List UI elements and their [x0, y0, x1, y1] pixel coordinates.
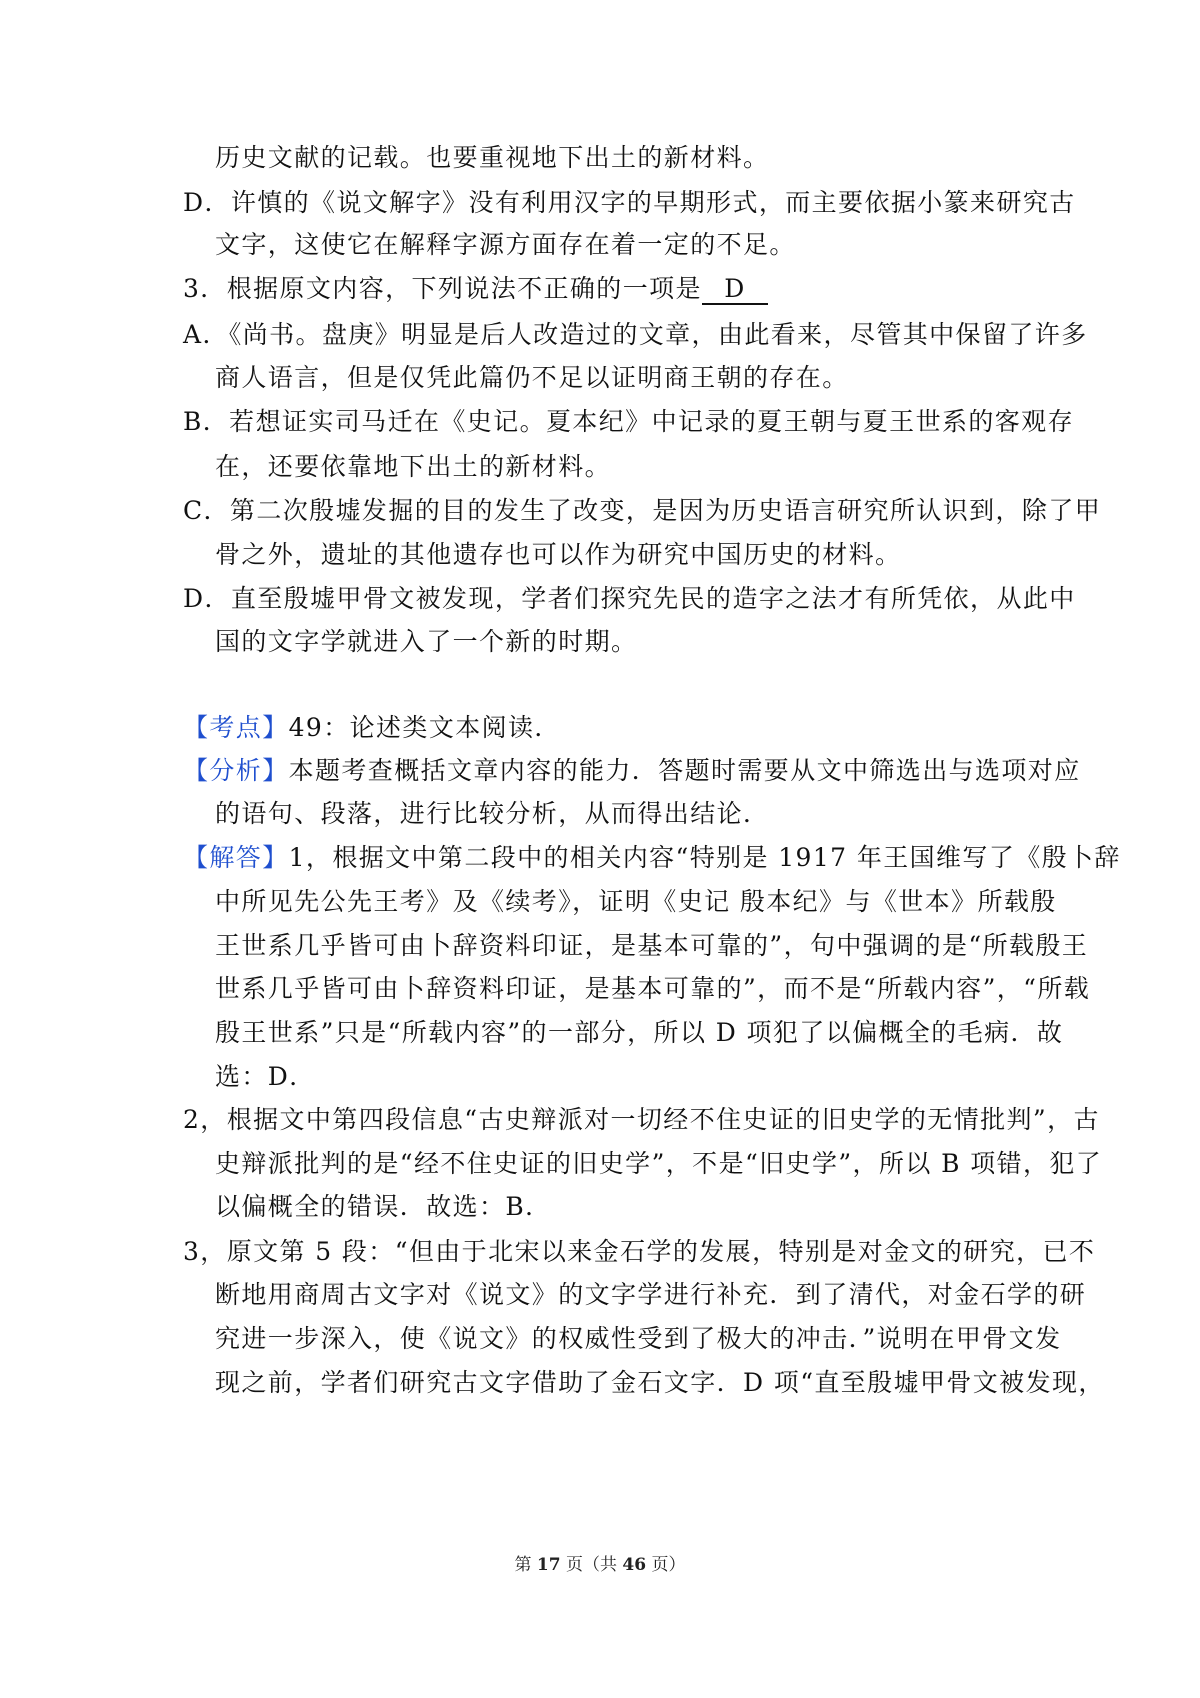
- option-d-line: D．直至殷墟甲骨文被发现，学者们探究先民的造字之法才有所凭依，从此中: [183, 584, 1076, 613]
- option-a-line: A．《尚书。盘庚》明显是后人改造过的文章，由此看来，尽管其中保留了许多: [183, 320, 1088, 349]
- kaodian-text: 49：论述类文本阅读．: [288, 713, 561, 742]
- jieda-line: [183, 841, 1121, 875]
- footer-prefix: 第: [514, 1555, 532, 1575]
- answer-2-line: 2，根据文中第四段信息“古史辩派对一切经不住史证的旧史学的无情批判”，古: [183, 1105, 1100, 1134]
- text-line: 的语句、段落，进行比较分析，从而得出结论．: [215, 799, 770, 828]
- text-line: 商人语言，但是仅凭此篇仍不足以证明商王朝的存在。: [215, 363, 849, 392]
- jieda-label: 【解答】: [183, 843, 289, 872]
- text-line: 断地用商周古文字对《说文》的文字学进行补充．到了清代，对金石学的研: [215, 1280, 1087, 1309]
- text-line: 历史文献的记载。也要重视地下出土的新材料。: [215, 143, 770, 172]
- text-line: 王世系几乎皆可由卜辞资料印证，是基本可靠的”，句中强调的是“所载殷王: [215, 931, 1089, 960]
- text-line: 选：D．: [215, 1062, 316, 1091]
- fenxi-line: [183, 754, 1081, 788]
- kaodian-label: 【考点】: [183, 713, 289, 742]
- text-line: 国的文字学就进入了一个新的时期。: [215, 627, 638, 656]
- text-line: 以偏概全的错误．故选：B．: [215, 1192, 552, 1221]
- text-line: 骨之外，遗址的其他遗存也可以作为研究中国历史的材料。: [215, 540, 902, 569]
- text-line: 在，还要依靠地下出土的新材料。: [215, 452, 612, 481]
- answer-3-line: 3，原文第 5 段：“但由于北宋以来金石学的发展，特别是对金文的研究，已不: [183, 1237, 1096, 1266]
- option-c-line: C．第二次殷墟发掘的目的发生了改变，是因为历史语言研究所认识到，除了甲: [183, 496, 1102, 525]
- text-line: 文字，这使它在解释字源方面存在着一定的不足。: [215, 230, 796, 259]
- footer-suffix: 页）: [651, 1555, 686, 1575]
- text-line: 中所见先公先王考》及《续考》，证明《史记 殷本纪》与《世本》所载殷: [215, 887, 1057, 916]
- answer-blank: D: [702, 275, 768, 305]
- option-d-line: D．许慎的《说文解字》没有利用汉字的早期形式，而主要依据小篆来研究古: [183, 188, 1076, 217]
- text-line: 殷王世系”只是“所载内容”的一部分，所以 D 项犯了以偏概全的毛病．故: [215, 1018, 1064, 1047]
- text-line: 史辩派批判的是“经不住史证的旧史学”，不是“旧史学”，所以 B 项错，犯了: [215, 1149, 1103, 1178]
- option-b-line: B．若想证实司马迁在《史记。夏本纪》中记录的夏王朝与夏王世系的客观存: [183, 407, 1074, 436]
- jieda-text: 1，根据文中第二段中的相关内容“特别是 1917 年王国维写了《殷卜辞: [288, 843, 1121, 872]
- page-footer: [0, 1550, 1200, 1575]
- footer-total-pages: 46: [622, 1555, 647, 1575]
- text-line: 世系几乎皆可由卜辞资料印证，是基本可靠的”，而不是“所载内容”，“所载: [215, 974, 1091, 1003]
- kaodian-line: [183, 711, 561, 745]
- footer-middle: 页（共: [566, 1555, 617, 1575]
- text-line: 现之前，学者们研究古文字借助了金石文字．D 项“直至殷墟甲骨文被发现，: [215, 1368, 1105, 1397]
- text-line: 究进一步深入，使《说文》的权威性受到了极大的冲击．”说明在甲骨文发: [215, 1324, 1062, 1353]
- question-3-stem: 3．根据原文内容，下列说法不正确的一项是: [183, 274, 702, 303]
- fenxi-text: 本题考查概括文章内容的能力．答题时需要从文中筛选出与选项对应: [288, 756, 1081, 785]
- fenxi-label: 【分析】: [183, 756, 289, 785]
- footer-page-number: 17: [536, 1555, 561, 1575]
- question-3-line: [183, 272, 768, 306]
